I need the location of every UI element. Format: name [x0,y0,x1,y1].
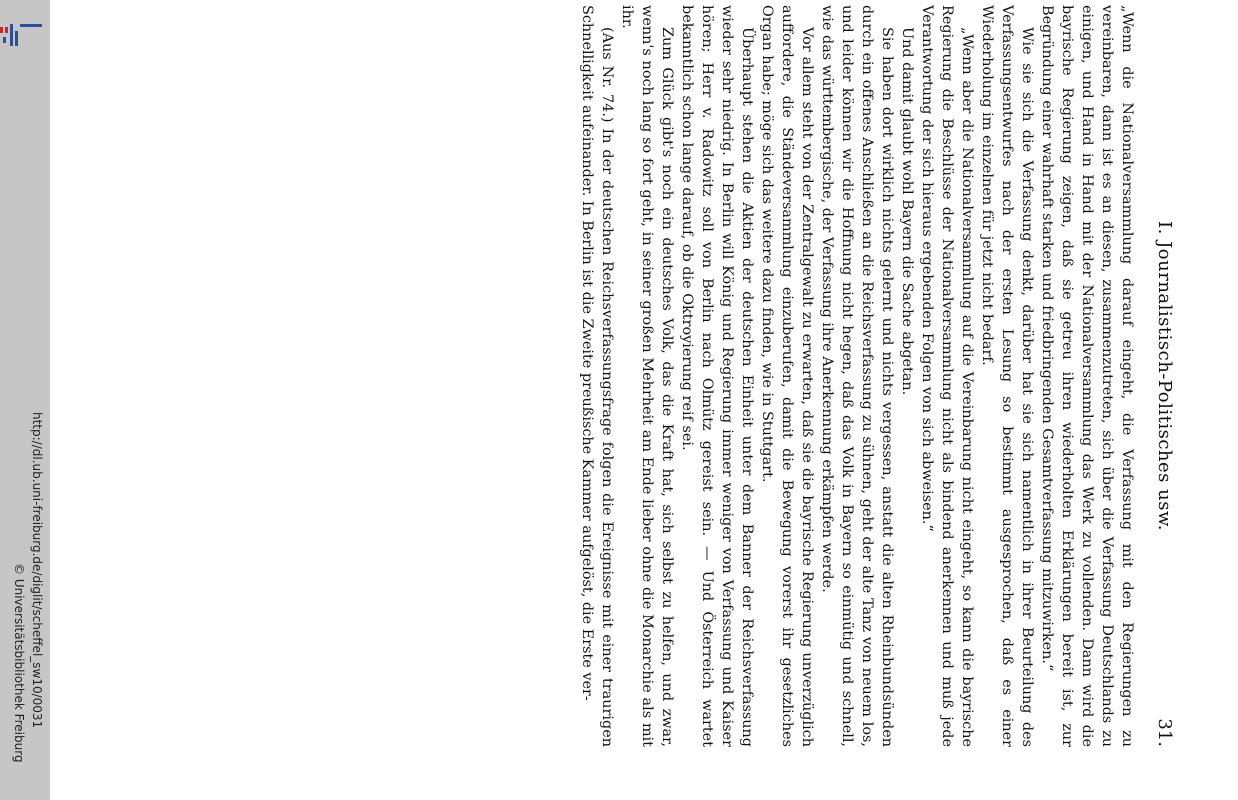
page-header [1149,5,1179,747]
scanned-page [149,5,1179,747]
logo-icon[interactable] [0,22,42,48]
paragraph: Überhaupt stehen die Aktien der deutschen Einheit unter dem Banner der Reichsverfassung wieder sehr niedrig. In Berlin will König und Regierung immer weniger von Verfassung und Kaiser hören; Herr v. Radowitz soll von Berlin nach Olmütz gereist sein. — Und Österreich wartet bekanntlich schon lange darauf, ob die Oktroyierung reif sei. [679,5,755,747]
paragraph: Wie sie sich die Verfassung denkt, darüber hat sie sich namentlich in ihrer Beurteilung des Verfassungsentwurfes nach der ersten Lesung so bestimmt ausgesprochen, daß es einer Wiederholung im einzelnen für jetzt nicht bedarf. [979,5,1035,747]
source-url[interactable]: http://dl.ub.uni-freiburg.de/diglit/scheffel_sw10/0031 [30,412,44,729]
paragraph: „Wenn aber die Nationalversammlung auf die Vereinbarung nicht eingeht, so kann die bayrische Regierung die Beschlüsse der Nationalversammlung nicht als bindend anerkennen und muß jede Verantwortung der sich hieraus ergebenden Folgen von sich abweisen.“ [919,5,975,747]
page-body [577,5,1137,747]
running-title: I. Journalistisch-Politisches usw. [1154,221,1175,531]
paragraph: (Aus Nr. 74.) In der deutschen Reichsverfassungsfrage folgen die Ereignisse mit einer traurigen Schnelligkeit aufeinander. In Berlin ist die Zweite preußische Kammer aufgelöst, die Erste ver- [579,5,615,747]
paragraph: Sie haben dort wirklich nichts gelernt und nichts vergessen, anstatt die alten Rheinbundsünden durch ein offenes Anschließen an die Reichsverfassung zu sühnen, geht der alte Tanz von neuem los, und leider können wir die Hoffnung nicht hegen, daß das Volk in Bayern so einmütig und schnell, wie das württembergische, der Verfassung ihre Anerkennung erkämpfen werde. [819,5,895,747]
paragraph: „Wenn die Nationalversammlung darauf eingeht, die Verfassung mit den Regierungen zu vereinbaren, dann ist es an diesen, zusammenzutreten, sich über die Verfassung Deutschlands zu einigen, und Hand in Hand mit der Nationalversammlung das Werk zu vollenden. Dann wird die bayrische Regierung zeigen, daß sie getreu ihren wiederholten Erklärungen bereit ist, zur Begründung einer wahrhaft starken und friedbringenden Gesamtverfassung mitzuwirken.“ [1039,5,1135,747]
paragraph: Vor allem steht von der Zentralgewalt zu erwarten, daß sie die bayrische Regierung unverzüglich auffordere, die Ständeversammlung einzuberufen, damit die Bewegung vorerst ihr gesetzliches Organ habe; möge sich das weitere dazu finden, wie in Stuttgart. [759,5,815,747]
page-number: 31. [1154,718,1175,747]
paragraph: Zum Glück gibt's noch ein deutsches Volk, das die Kraft hat, sich selbst zu helfen, und zwar, wenn's noch lang so fort geht, in seiner großen Mehrheit am Ende lieber ohne die Monarchie als mit ihr. [619,5,675,747]
copyright-notice: © Universitätsbibliothek Freiburg [12,563,26,763]
sidebar [0,0,50,800]
paragraph: Und damit glaubt wohl Bayern die Sache abgetan. [899,27,915,396]
